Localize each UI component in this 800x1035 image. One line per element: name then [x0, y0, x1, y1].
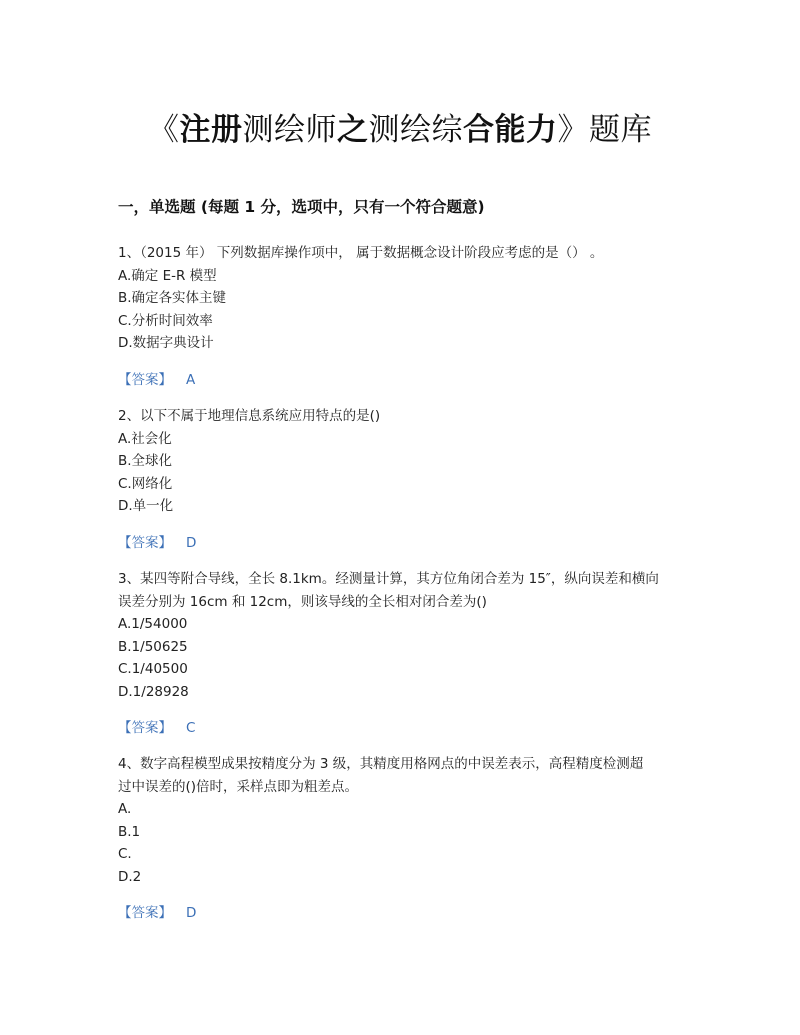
option-d: D.2	[118, 868, 142, 885]
answer-1	[118, 370, 195, 390]
option-a: A.	[118, 801, 132, 817]
question-stem: 过中误差的()倍时，采样点即为粗差点。	[118, 778, 359, 795]
answer-3	[118, 718, 195, 738]
option-b: B.1	[118, 823, 141, 840]
title-part: 测绘综	[368, 112, 463, 148]
title-part: 《	[148, 112, 180, 148]
answer-label: 【答案】	[118, 535, 172, 551]
option-c: C.1/40500	[118, 661, 188, 677]
answer-2	[118, 533, 196, 553]
answer-label: 【答案】	[118, 720, 172, 736]
option-d: D.1/28928	[118, 683, 189, 700]
question-4	[118, 753, 688, 888]
question-stem: 3、某四等附合导线，全长 8.1km。经测量计算，其方位角闭合差为 15″，纵向误差和横向	[118, 571, 659, 587]
question-3	[118, 568, 688, 703]
answer-label: 【答案】	[118, 372, 172, 388]
option-b: B.1/50625	[118, 638, 188, 655]
question-stem: 1、（2015 年） 下列数据库操作项中， 属于数据概念设计阶段应考虑的是（） 。	[118, 245, 604, 261]
question-1	[118, 242, 688, 355]
answer-4	[118, 903, 196, 923]
answer-label: 【答案】	[118, 905, 172, 921]
question-2	[118, 405, 688, 518]
option-a: A.确定 E-R 模型	[118, 267, 217, 284]
option-c: C.网络化	[118, 475, 173, 492]
title-part: 之	[337, 112, 369, 148]
option-d: D.单一化	[118, 498, 174, 514]
answer-value: D	[186, 535, 197, 551]
answer-value: C	[186, 720, 196, 736]
option-b: B.全球化	[118, 453, 173, 469]
option-a: A.1/54000	[118, 616, 188, 632]
option-a: A.社会化	[118, 430, 172, 447]
option-d: D.数据字典设计	[118, 335, 214, 351]
option-c: C.	[118, 846, 132, 862]
answer-value: D	[186, 905, 197, 921]
section-heading: 一，单选题 (每题 1 分，选项中，只有一个符合题意)	[118, 198, 485, 216]
title-part: 注册	[179, 112, 243, 148]
title-part: 合能力	[463, 112, 558, 148]
question-stem: 2、以下不属于地理信息系统应用特点的是()	[118, 408, 381, 424]
question-stem: 4、数字高程模型成果按精度分为 3 级，其精度用格网点的中误差表示，高程精度检测超	[118, 756, 644, 772]
title-part: 》题库	[557, 112, 652, 148]
answer-value: A	[186, 372, 196, 388]
question-stem: 误差分别为 16cm 和 12cm，则该导线的全长相对闭合差为()	[118, 593, 487, 610]
page-title	[0, 108, 800, 152]
option-b: B.确定各实体主键	[118, 290, 227, 306]
title-part: 测绘师	[242, 112, 337, 148]
option-c: C.分析时间效率	[118, 312, 213, 329]
